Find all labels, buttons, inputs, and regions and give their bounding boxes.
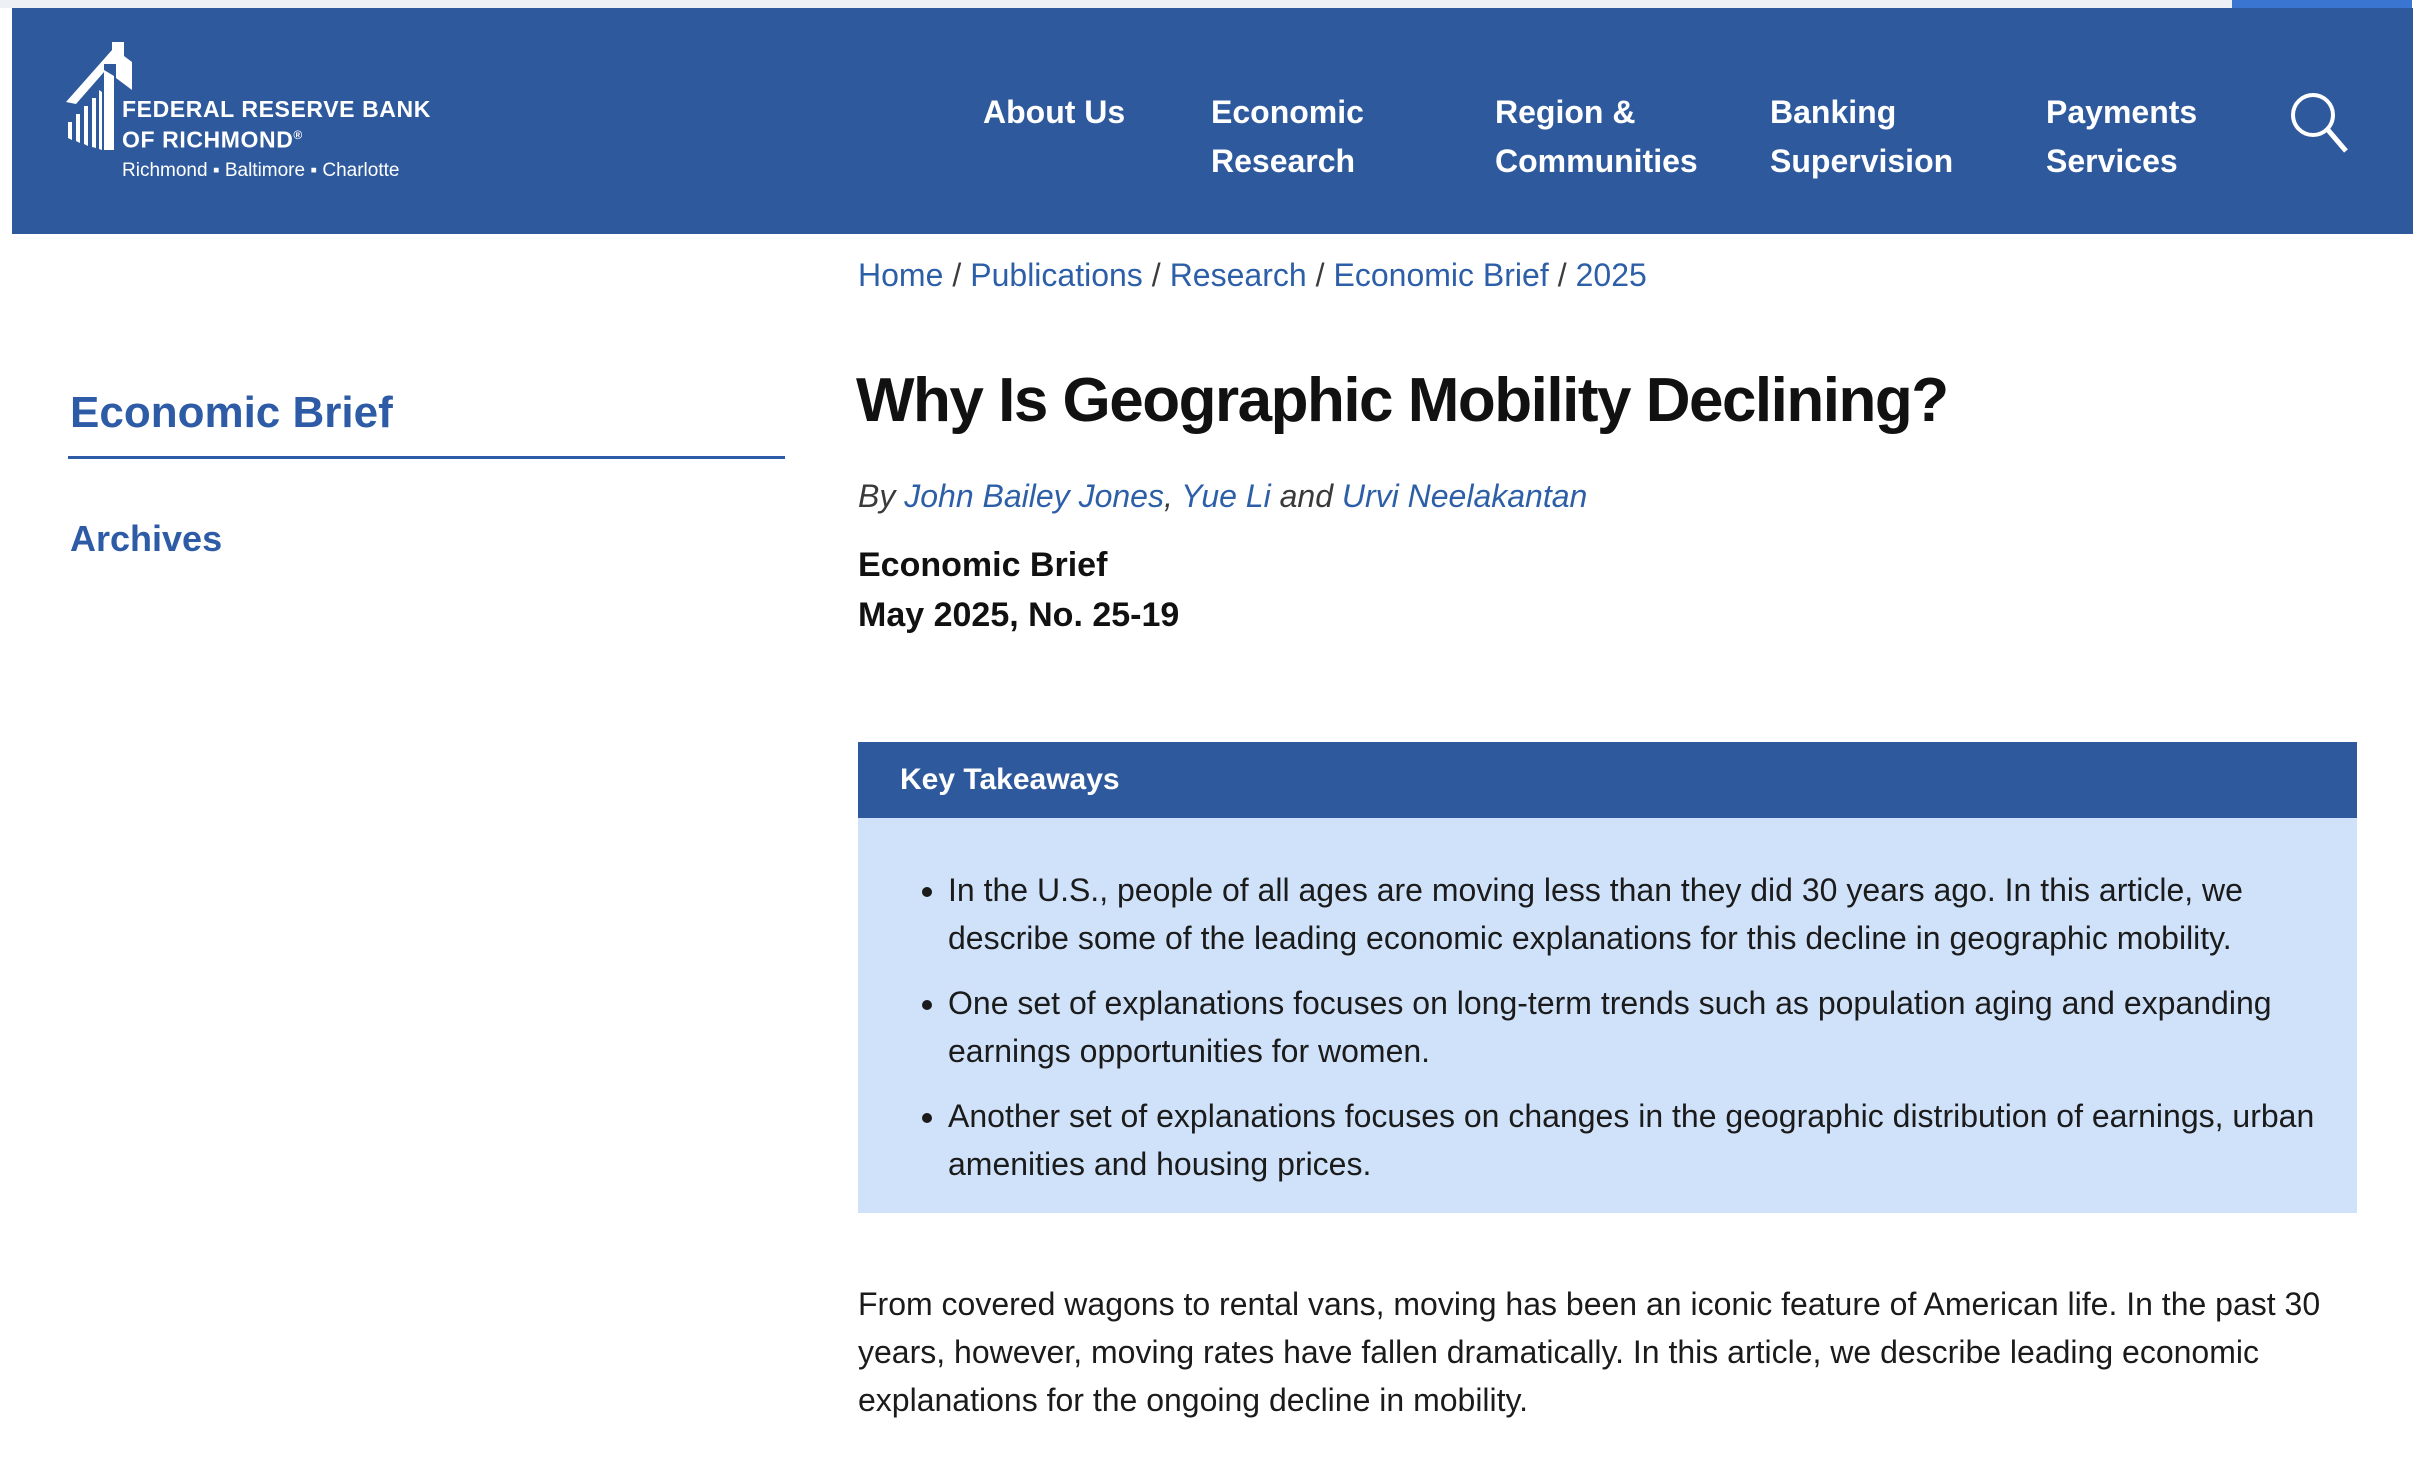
top-strip [0,0,2412,8]
brand-line2: OF RICHMOND® [122,126,303,153]
takeaway-bullet: • In the U.S., people of all ages are moving less than they did 30 years ago. In this article, we describe some of the leading economic explanations for this decline in geographic mobility. [948,866,2317,962]
top-accent-bar [2232,0,2412,8]
author-link[interactable]: Urvi Neelakantan [1341,478,1588,514]
registered-mark: ® [293,128,303,142]
key-takeaways-body [858,818,2357,1213]
nav-item-region-communities[interactable]: Region & Communities [1495,94,1698,179]
publication-info [858,540,1179,640]
key-takeaways-box [858,742,2357,1213]
publication-name: Economic Brief [858,546,1108,584]
breadcrumb-separator: / [1151,257,1161,293]
sidebar-divider [68,456,785,459]
byline-separator: , [1163,478,1182,514]
page-title: Why Is Geographic Mobility Declining? [856,366,1948,435]
site-header [12,8,2413,234]
breadcrumb-separator: / [952,257,962,293]
byline [858,478,1587,514]
brand-name [122,96,431,153]
nav-item-about-us[interactable]: About Us [983,94,1126,130]
breadcrumb-link-research[interactable]: Research [1169,257,1307,293]
breadcrumb-link-home[interactable]: Home [858,257,944,293]
breadcrumb-link-2025[interactable]: 2025 [1575,257,1647,293]
takeaway-bullet: • Another set of explanations focuses on changes in the geographic distribution of earnings, urban amenities and housing prices. [948,1092,2317,1188]
author-link[interactable]: John Bailey Jones [904,478,1164,514]
publication-issue: May 2025, No. 25-19 [858,596,1180,634]
breadcrumb [858,258,1647,292]
breadcrumb-separator: / [1557,257,1567,293]
breadcrumb-link-publications[interactable]: Publications [970,257,1143,293]
takeaway-bullet: • One set of explanations focuses on long-term trends such as population aging and expanding earnings opportunities for women. [948,979,2317,1075]
key-takeaways-heading: Key Takeaways [858,742,2357,818]
author-link[interactable]: Yue Li [1181,478,1271,514]
nav-item-banking-supervision[interactable]: Banking Supervision [1770,94,1954,179]
intro-paragraph: From covered wagons to rental vans, moving has been an iconic feature of American life. In the past 30 years, however, moving rates have fallen dramatically. In this article, we describe leading economic explanations for the ongoing decline in mobility. [858,1286,2321,1418]
nav-item-economic-research[interactable]: Economic Research [1211,94,1364,179]
byline-separator: and [1270,478,1342,514]
nav-item-payments-services[interactable]: Payments Services [2046,94,2198,179]
breadcrumb-separator: / [1315,257,1325,293]
search-icon[interactable] [2288,90,2352,156]
brand-line1: FEDERAL RESERVE BANK [122,96,431,122]
byline-prefix: By [858,478,905,514]
sidebar-link-archives[interactable]: Archives [70,518,223,559]
breadcrumb-link-economic-brief[interactable]: Economic Brief [1333,257,1549,293]
brand-tagline: Richmond ▪ Baltimore ▪ Charlotte [122,160,400,181]
sidebar-section-title[interactable]: Economic Brief [70,388,393,437]
